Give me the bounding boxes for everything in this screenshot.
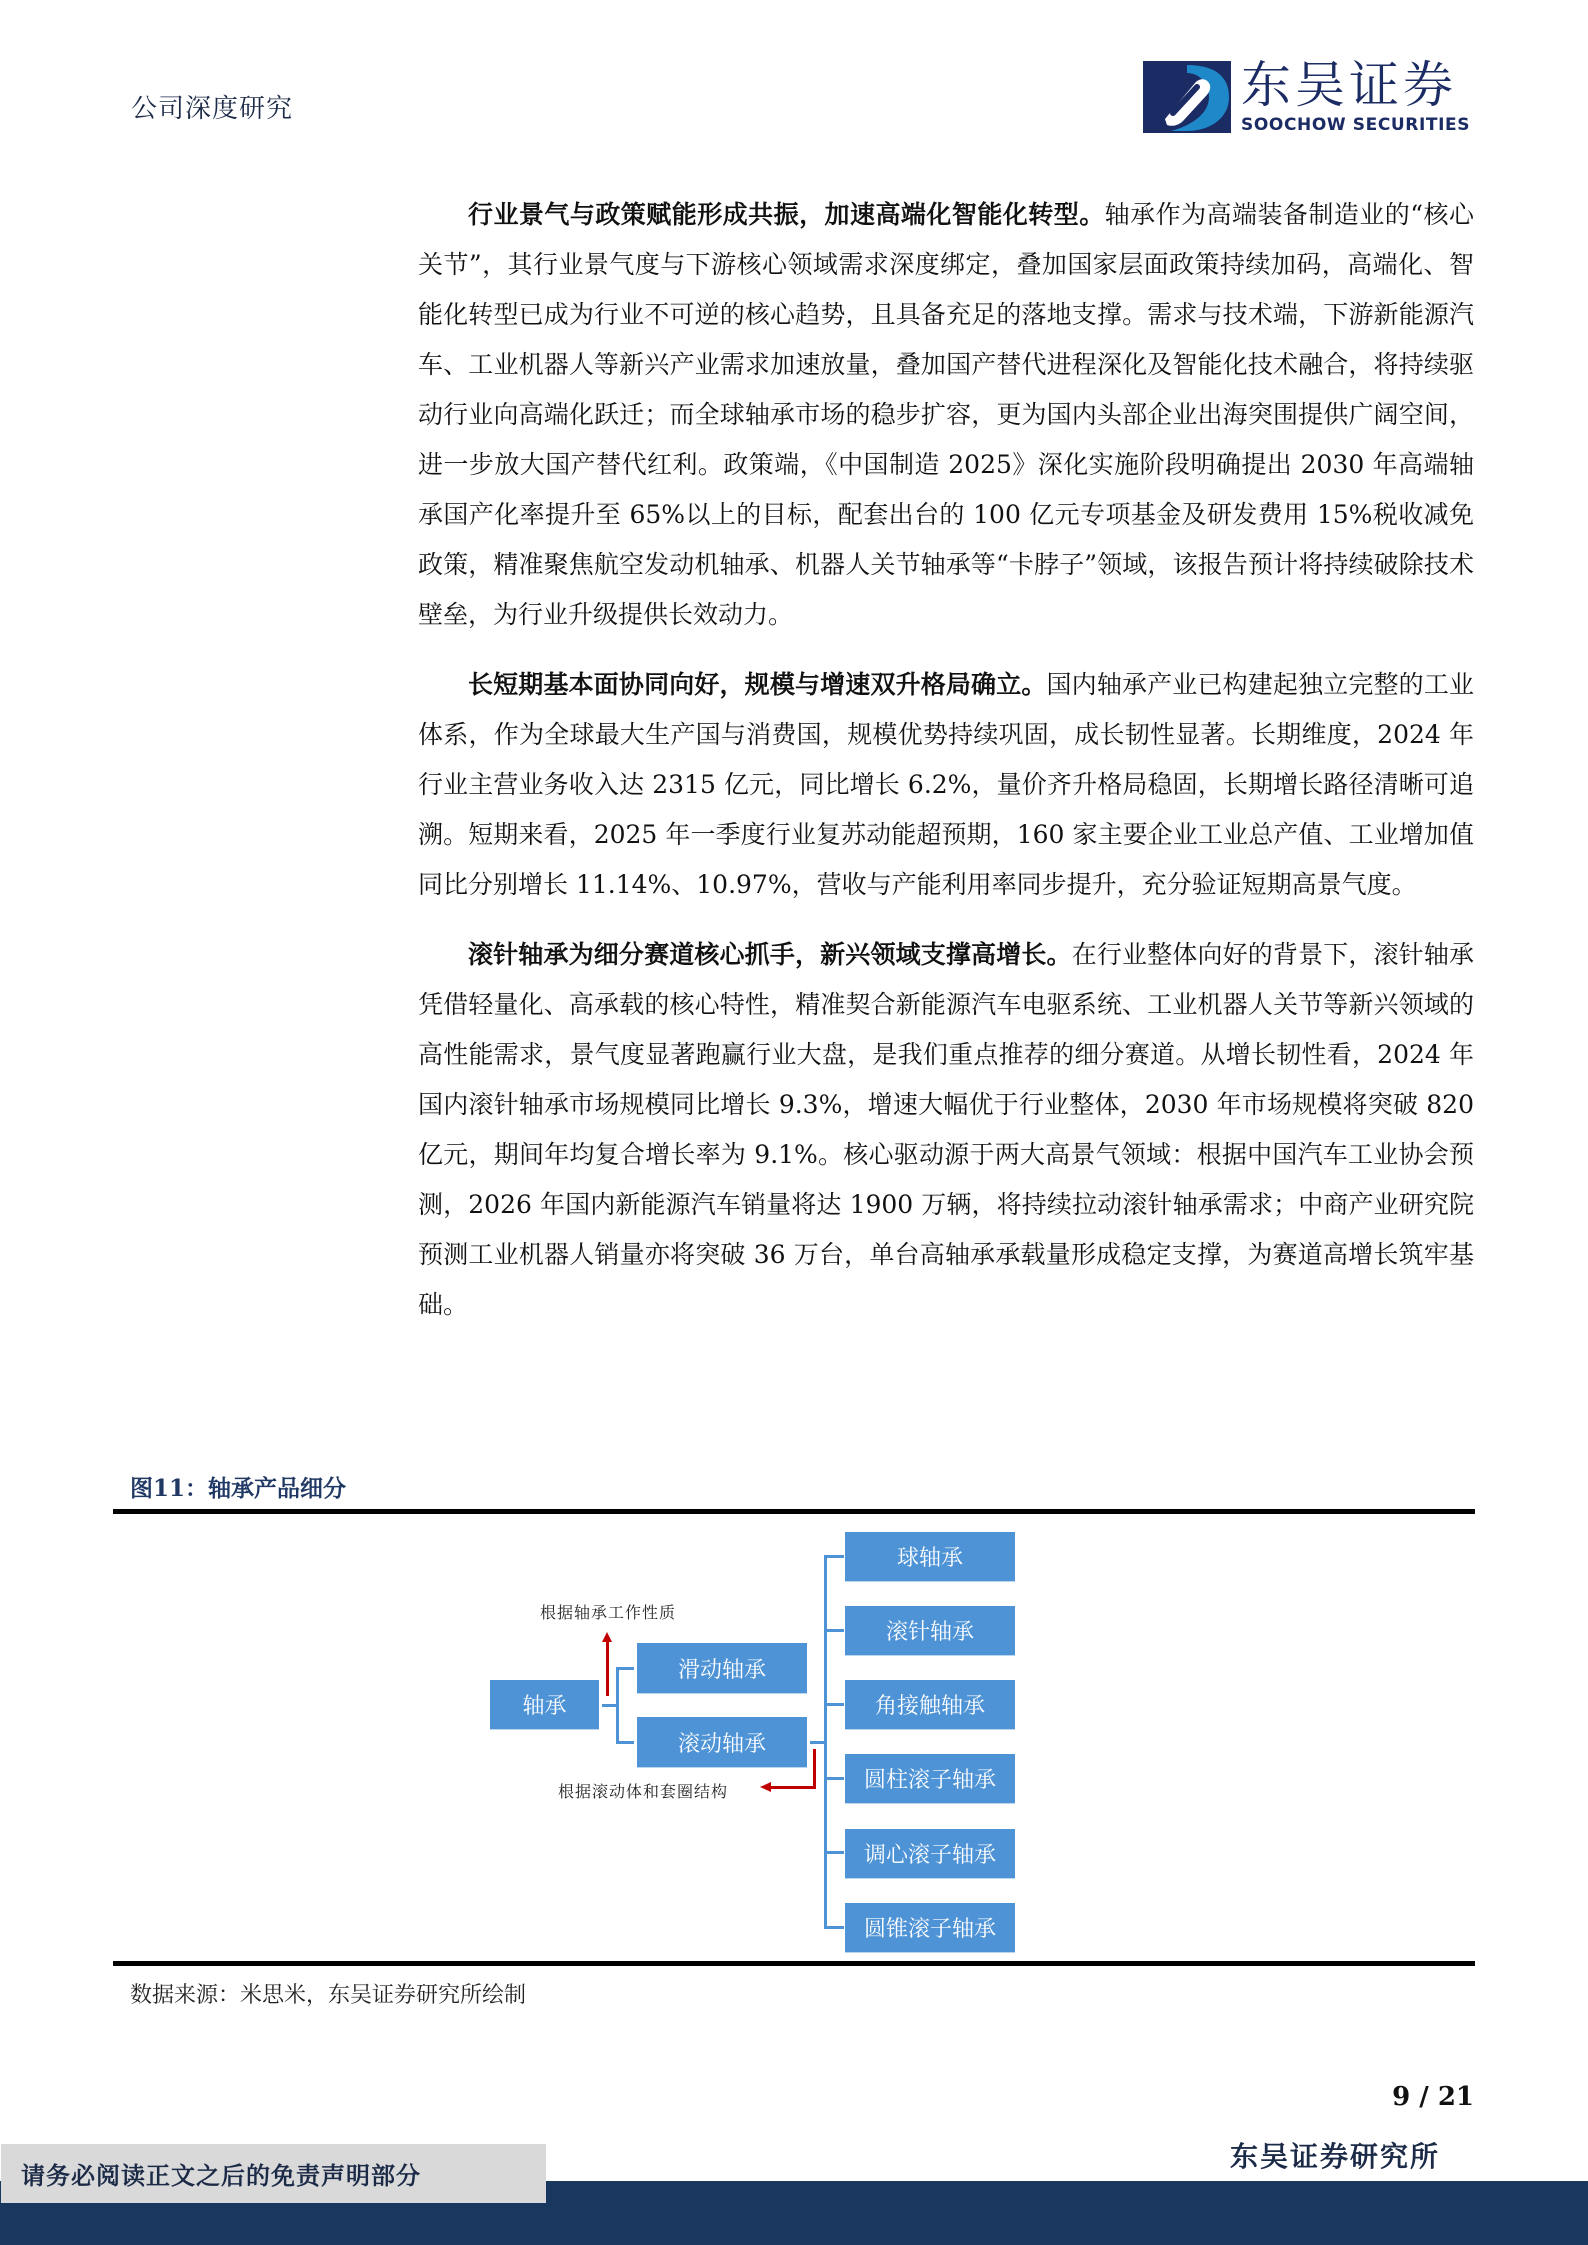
figure-source: 数据来源：米思米，东吴证券研究所绘制	[130, 1983, 527, 2008]
footer-firm-name: 东吴证券研究所	[1230, 2140, 1441, 2173]
paragraph-lead: 长短期基本面协同向好，规模与增速双升格局确立。	[468, 670, 1047, 699]
connector	[824, 1777, 844, 1780]
figure-bottom-rule	[113, 1961, 1475, 1966]
arrow-left-icon	[813, 1749, 816, 1789]
node-spherical-roller-bearing: 调心滚子轴承	[845, 1829, 1015, 1879]
connector	[616, 1741, 634, 1744]
node-ball-bearing: 球轴承	[845, 1532, 1015, 1582]
connector	[824, 1851, 844, 1854]
node-cylindrical-roller-bearing: 圆柱滚子轴承	[845, 1754, 1015, 1804]
connector	[602, 1704, 618, 1707]
connector	[616, 1667, 619, 1743]
paragraph-needle-bearing	[418, 930, 1474, 1330]
arrow-head-left	[760, 1782, 771, 1792]
annotation-by-working-nature: 根据轴承工作性质	[540, 1603, 677, 1622]
arrow-up-icon	[606, 1640, 609, 1696]
node-tapered-roller-bearing: 圆锥滚子轴承	[845, 1903, 1015, 1953]
soochow-logo	[1143, 56, 1471, 135]
paragraph-body: 国内轴承产业已构建起独立完整的工业体系，作为全球最大生产国与消费国，规模优势持续巩固，成长韧性显著。长期维度，2024 年行业主营业务收入达 2315 亿元，同比增长 6.2%，量价齐升格局稳固，长期增长路径清晰可追溯。短期来看，2025 年一季度行业复苏动能超预期，160 家主要企业工业总产值、工业增加值同比分别增长 11.14%、10.97%，营收与产能利用率同步提升，充分验证短期高景气度。	[418, 670, 1474, 899]
paragraph-fundamentals	[418, 660, 1474, 910]
node-angular-contact-bearing: 角接触轴承	[845, 1680, 1015, 1730]
figure-title: 图11：轴承产品细分	[130, 1475, 347, 1502]
logo-en-text: SOOCHOW SECURITIES	[1241, 115, 1471, 135]
paragraph-lead: 行业景气与政策赋能形成共振，加速高端化智能化转型。	[468, 200, 1105, 229]
logo-cn-text: 东吴证券	[1241, 56, 1457, 114]
report-type-label: 公司深度研究	[131, 94, 294, 124]
connector	[824, 1703, 844, 1706]
paragraph-industry-policy	[418, 190, 1474, 640]
disclaimer-box	[1, 2144, 546, 2203]
page-number: 9 / 21	[1392, 2082, 1474, 2112]
connector	[824, 1926, 844, 1929]
connector	[616, 1667, 634, 1670]
node-rolling-bearing: 滚动轴承	[637, 1717, 807, 1768]
disclaimer-text: 请务必阅读正文之后的免责声明部分	[21, 2161, 421, 2190]
paragraph-body: 轴承作为高端装备制造业的“核心关节”，其行业景气度与下游核心领域需求深度绑定，叠加国家层面政策持续加码，高端化、智能化转型已成为行业不可逆的核心趋势，且具备充足的落地支撑。需求与技术端，下游新能源汽车、工业机器人等新兴产业需求加速放量，叠加国产替代进程深化及智能化技术融合，将持续驱动行业向高端化跃迁；而全球轴承市场的稳步扩容，更为国内头部企业出海突围提供广阔空间，进一步放大国产替代红利。政策端，《中国制造 2025》深化实施阶段明确提出 2030 年高端轴承国产化率提升至 65%以上的目标，配套出台的 100 亿元专项基金及研发费用 15%税收减免政策，精准聚焦航空发动机轴承、机器人关节轴承等“卡脖子”领域，该报告预计将持续破除技术壁垒，为行业升级提供长效动力。	[418, 200, 1474, 629]
body-text	[418, 190, 1474, 1350]
connector	[824, 1555, 844, 1558]
figure-top-rule	[113, 1509, 1475, 1514]
arrow-head-up	[602, 1632, 612, 1642]
paragraph-lead: 滚针轴承为细分赛道核心抓手，新兴领域支撑高增长。	[468, 940, 1072, 969]
connector	[824, 1629, 844, 1632]
arrow-left-shaft	[770, 1786, 816, 1789]
paragraph-body: 在行业整体向好的背景下，滚针轴承凭借轻量化、高承载的核心特性，精准契合新能源汽车电驱系统、工业机器人关节等新兴领域的高性能需求，景气度显著跑赢行业大盘，是我们重点推荐的细分赛道。从增长韧性看，2024 年国内滚针轴承市场规模同比增长 9.3%，增速大幅优于行业整体，2030 年市场规模将突破 820 亿元，期间年均复合增长率为 9.1%。核心驱动源于两大高景气领域：根据中国汽车工业协会预测，2026 年国内新能源汽车销量将达 1900 万辆，将持续拉动滚针轴承需求；中商产业研究院预测工业机器人销量亦将突破 36 万台，单台高轴承承载量形成稳定支撑，为赛道高增长筑牢基础。	[418, 940, 1474, 1319]
node-plain-bearing: 滑动轴承	[637, 1643, 807, 1694]
connector	[824, 1555, 827, 1929]
node-needle-bearing: 滚针轴承	[845, 1606, 1015, 1656]
connector	[810, 1741, 826, 1744]
node-bearing: 轴承	[490, 1680, 599, 1730]
soochow-logo-icon	[1143, 61, 1231, 133]
annotation-by-rolling-structure: 根据滚动体和套圈结构	[558, 1782, 729, 1801]
